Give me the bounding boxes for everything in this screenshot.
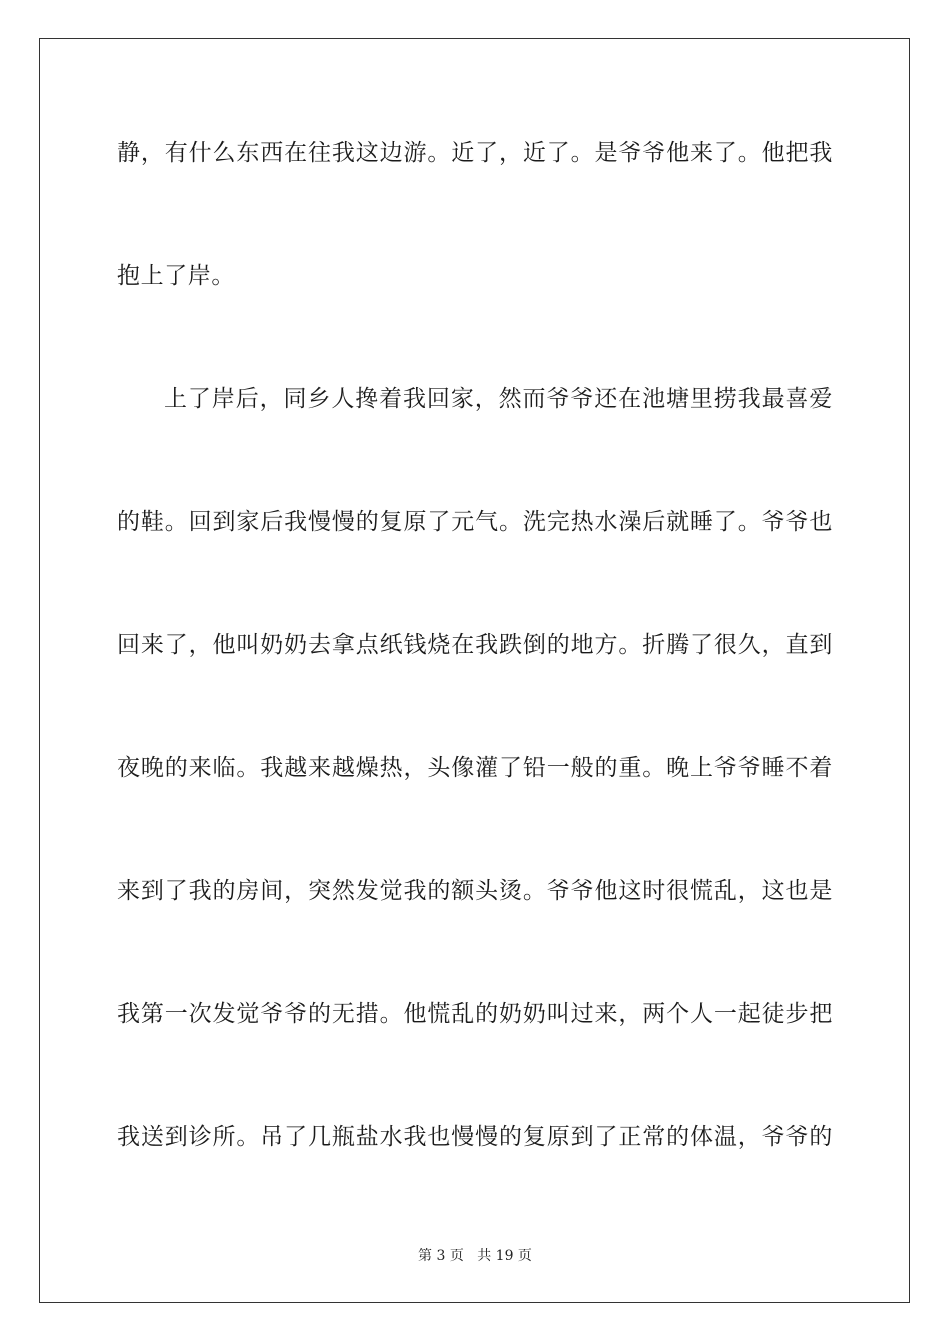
body-line-2: 抱上了岸。 bbox=[117, 263, 235, 289]
body-line-8: 我第一次发觉爷爷的无措。他慌乱的奶奶叫过来，两个人一起徒步把 bbox=[117, 1001, 833, 1027]
page-footer bbox=[0, 1247, 950, 1265]
body-line-1: 静，有什么东西在往我这边游。近了，近了。是爷爷他来了。他把我 bbox=[117, 140, 833, 166]
body-line-6: 夜晚的来临。我越来越燥热，头像灌了铅一般的重。晚上爷爷睡不着 bbox=[117, 755, 833, 781]
page-number: 第 3 页 bbox=[418, 1248, 464, 1264]
body-line-5: 回来了，他叫奶奶去拿点纸钱烧在我跌倒的地方。折腾了很久，直到 bbox=[117, 632, 833, 658]
body-line-7: 来到了我的房间，突然发觉我的额头烫。爷爷他这时很慌乱，这也是 bbox=[117, 878, 833, 904]
body-line-3: 上了岸后，同乡人搀着我回家，然而爷爷还在池塘里捞我最喜爱 bbox=[164, 386, 833, 412]
body-line-9: 我送到诊所。吊了几瓶盐水我也慢慢的复原到了正常的体温，爷爷的 bbox=[117, 1124, 833, 1150]
page-border bbox=[39, 38, 910, 1303]
page-total: 共 19 页 bbox=[477, 1248, 532, 1264]
body-line-4: 的鞋。回到家后我慢慢的复原了元气。洗完热水澡后就睡了。爷爷也 bbox=[117, 509, 833, 535]
